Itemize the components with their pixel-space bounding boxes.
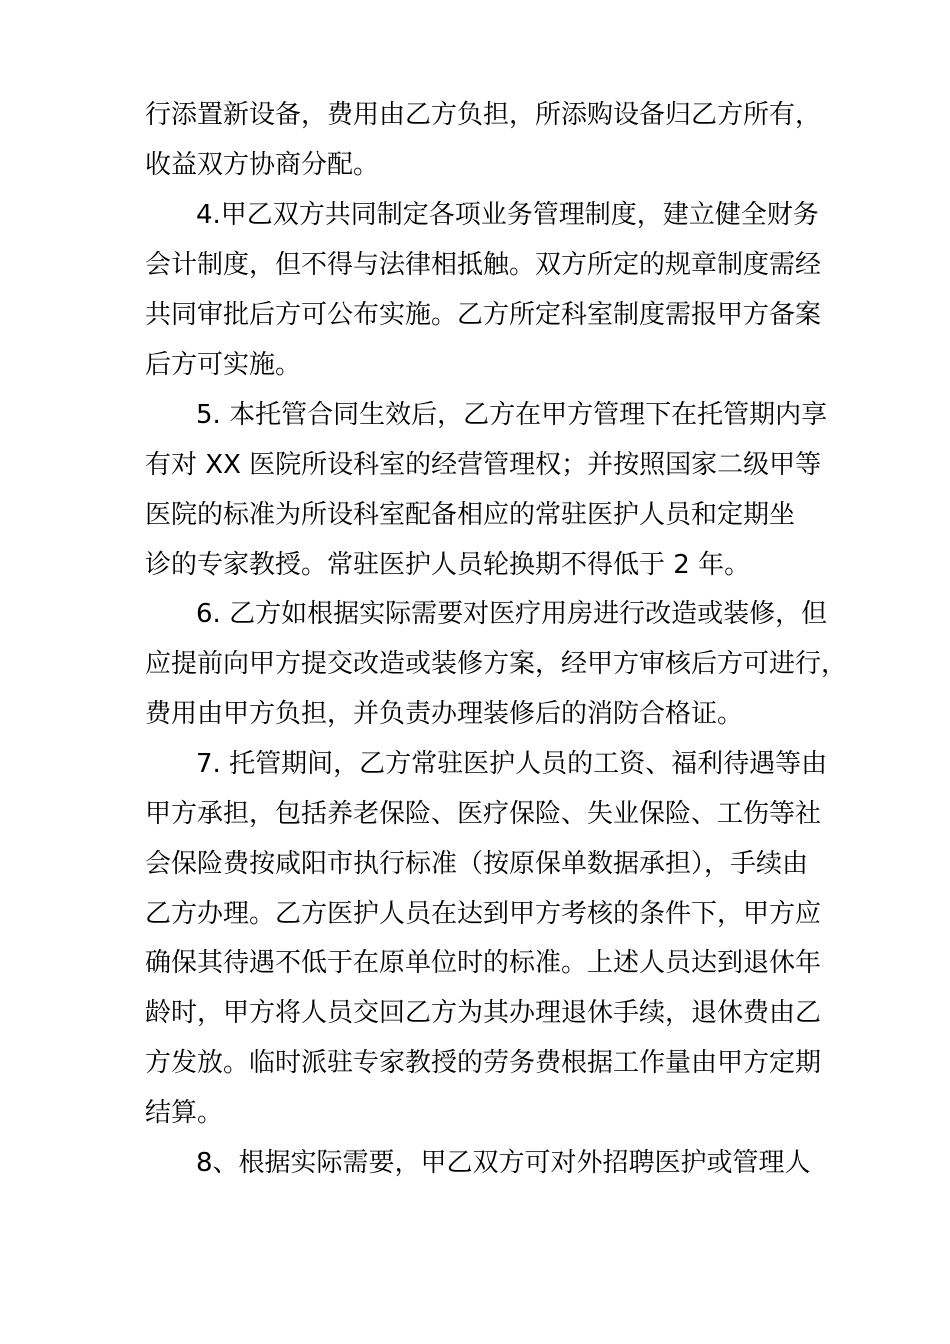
text-line: 龄时，甲方将人员交回乙方为其办理退休手续，退休费由乙 <box>145 998 822 1028</box>
text-line: 后方可实施。 <box>145 350 302 380</box>
paragraph-5-line: 5. 本托管合同生效后，乙方在甲方管理下在托管期内享 <box>196 400 828 430</box>
text-line: 共同审批后方可公布实施。乙方所定科室制度需报甲方备案 <box>145 300 822 330</box>
text-line: 应提前向甲方提交改造或装修方案，经甲方审核后方可进行， <box>145 649 848 679</box>
text-line: 乙方办理。乙方医护人员在达到甲方考核的条件下，甲方应 <box>145 899 822 929</box>
text-line: 会计制度，但不得与法律相抵触。双方所定的规章制度需经 <box>145 250 822 280</box>
paragraph-7-line: 7. 托管期间，乙方常驻医护人员的工资、福利待遇等由 <box>196 749 828 779</box>
text-line: 行添置新设备，费用由乙方负担，所添购设备归乙方所有， <box>145 100 822 130</box>
paragraph-4-line: 4.甲乙双方共同制定各项业务管理制度，建立健全财务 <box>196 200 819 230</box>
text-line: 方发放。临时派驻专家教授的劳务费根据工作量由甲方定期 <box>145 1048 822 1078</box>
paragraph-8-line: 8、根据实际需要，甲乙双方可对外招聘医护或管理人 <box>196 1148 811 1178</box>
text-line: 结算。 <box>145 1098 224 1128</box>
text-line: 费用由甲方负担，并负责办理装修后的消防合格证。 <box>145 699 744 729</box>
text-line: 会保险费按咸阳市执行标准（按原保单数据承担），手续由 <box>145 849 809 879</box>
text-line: 甲方承担，包括养老保险、医疗保险、失业保险、工伤等社 <box>145 799 822 829</box>
text-line: 收益双方协商分配。 <box>145 150 380 180</box>
text-line: 有对 XX 医院所设科室的经营管理权；并按照国家二级甲等 <box>145 450 822 480</box>
text-line: 诊的专家教授。常驻医护人员轮换期不得低于 2 年。 <box>145 550 751 580</box>
paragraph-6-line: 6. 乙方如根据实际需要对医疗用房进行改造或装修，但 <box>196 599 828 629</box>
text-line: 医院的标准为所设科室配备相应的常驻医护人员和定期坐 <box>145 500 796 530</box>
text-line: 确保其待遇不低于在原单位时的标准。上述人员达到退休年 <box>145 948 822 978</box>
